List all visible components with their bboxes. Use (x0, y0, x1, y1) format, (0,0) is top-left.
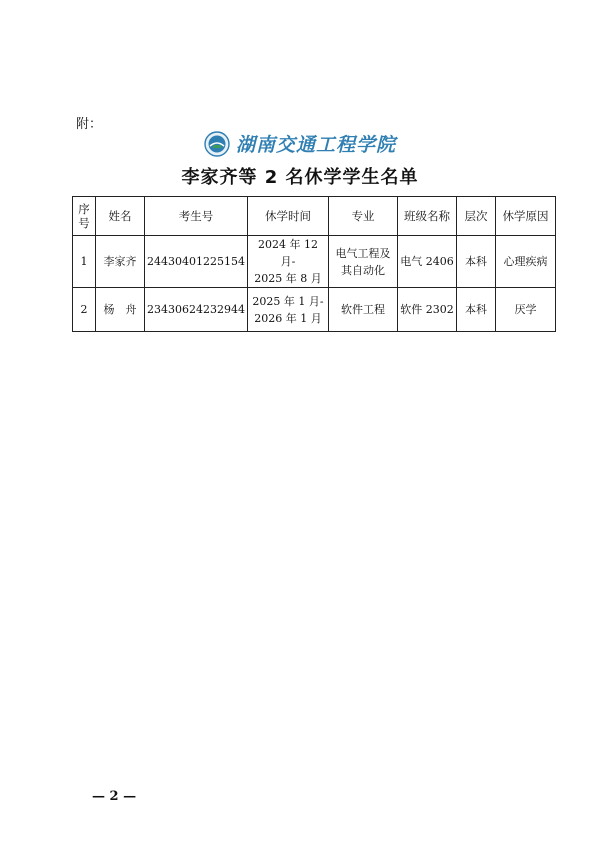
cell-level: 本科 (456, 236, 495, 288)
major-line1: 软件工程 (340, 303, 385, 316)
attachment-label: 附： (76, 117, 103, 132)
period-end: 2026 年 1 月 (254, 311, 322, 325)
table-row (73, 236, 556, 288)
header-period: 休学时间 (247, 197, 328, 236)
header-major: 专业 (328, 197, 397, 236)
cell-reason: 厌学 (495, 288, 555, 332)
header-seq (73, 197, 96, 236)
cell-exam-id: 23430624232944 (145, 288, 248, 332)
school-header (0, 130, 600, 157)
header-name: 姓名 (96, 197, 145, 236)
cell-reason: 心理疾病 (495, 236, 555, 288)
table-header-row (73, 197, 556, 236)
cell-name: 杨 舟 (96, 288, 145, 332)
cell-exam-id: 24430401225154 (145, 236, 248, 288)
header-exam-id: 考生号 (145, 197, 248, 236)
major-line1: 电气工程及 (335, 246, 391, 260)
table-row (73, 288, 556, 332)
header-class: 班级名称 (397, 197, 456, 236)
cell-major (328, 236, 397, 288)
student-leave-table (72, 196, 556, 332)
cell-seq: 1 (73, 236, 96, 288)
cell-level: 本科 (456, 288, 495, 332)
school-name: 湖南交通工程学院 (235, 134, 396, 156)
cell-major (328, 288, 397, 332)
period-start: 2024 年 12 月- (257, 238, 318, 268)
cell-class: 电气 2406 (397, 236, 456, 288)
period-start: 2025 年 1 月- (252, 294, 324, 308)
cell-name: 李家齐 (96, 236, 145, 288)
header-reason: 休学原因 (495, 197, 555, 236)
cell-class: 软件 2302 (397, 288, 456, 332)
major-line2: 其自动化 (340, 263, 385, 277)
header-level: 层次 (456, 197, 495, 236)
page-number: — 2 — (92, 789, 137, 804)
period-end: 2025 年 8 月 (254, 272, 322, 285)
school-emblem-icon (204, 131, 230, 157)
cell-seq: 2 (73, 288, 96, 332)
document-title: 李家齐等 2 名休学学生名单 (181, 167, 419, 188)
cell-period (247, 288, 328, 332)
cell-period (247, 236, 328, 288)
header-seq-label: 序号 (78, 202, 90, 230)
